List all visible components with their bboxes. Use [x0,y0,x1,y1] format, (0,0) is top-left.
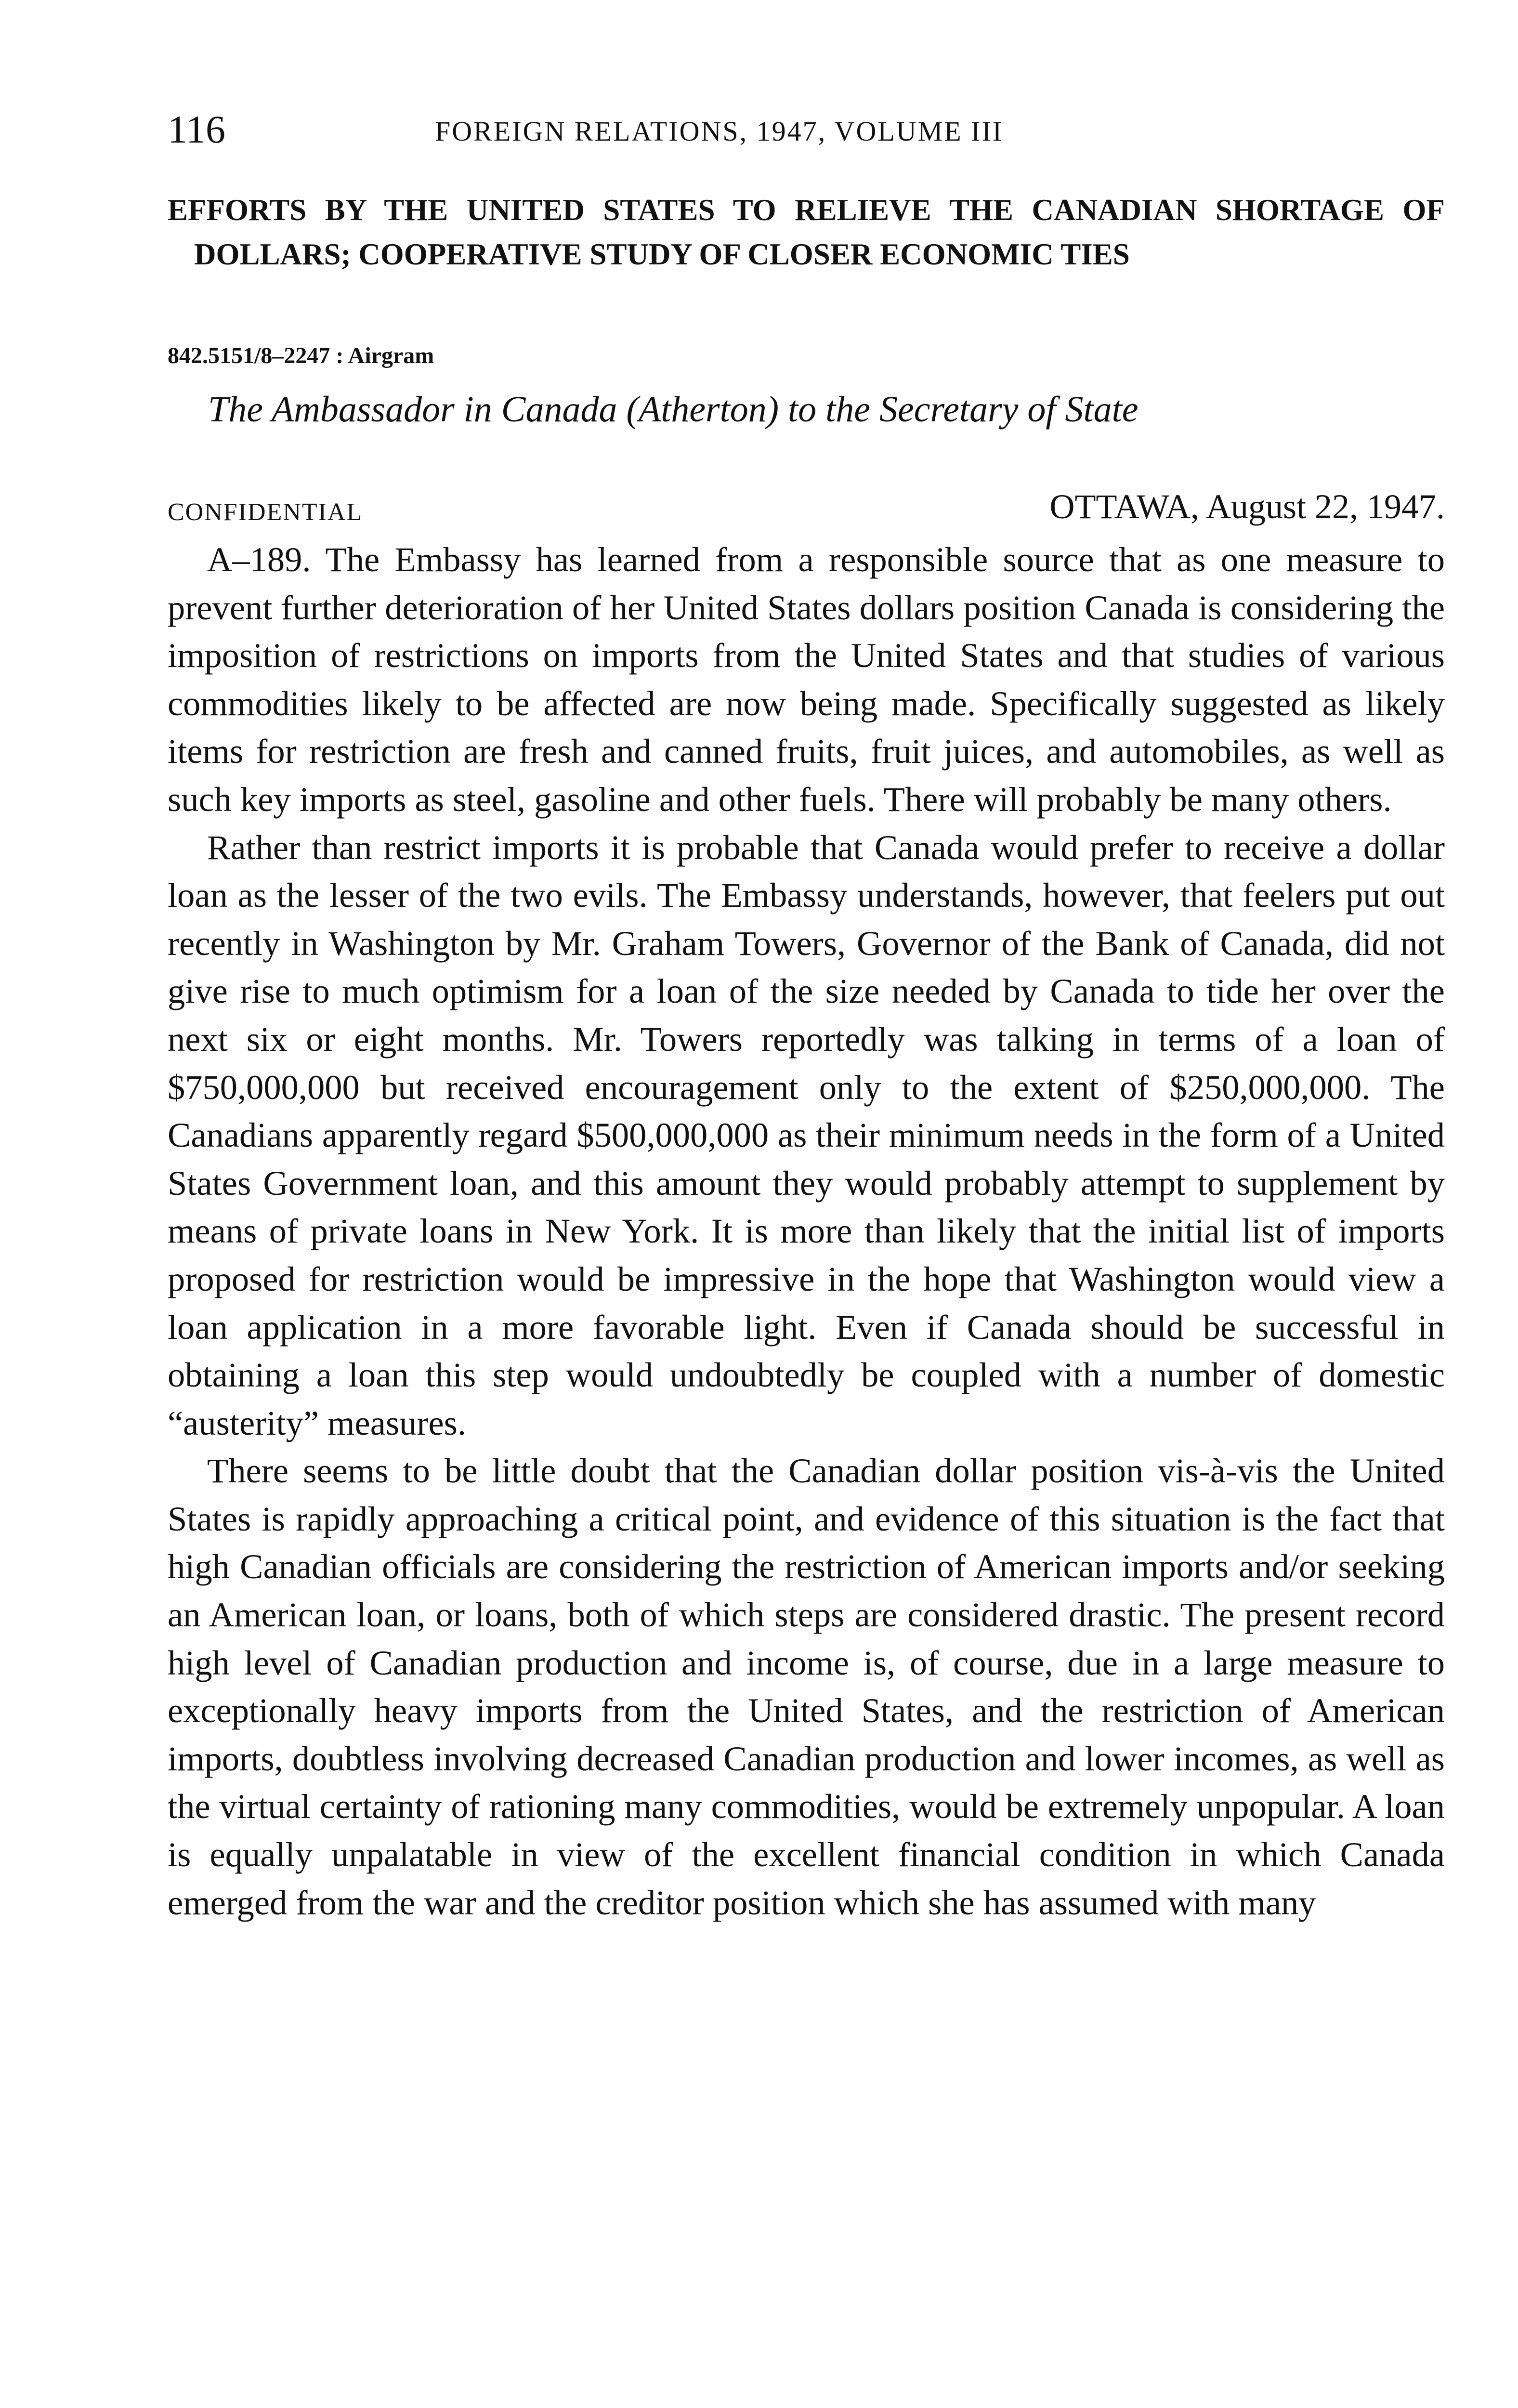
page-header [168,103,1445,156]
body-paragraph-3: There seems to be little doubt that the Canadian dollar position vis-à-vis the United States is rapidly approaching a critical point, and evidence of this situation is the fact that high Canadian officials are considering the restriction of American imports and/or seeking an American loan, or loans, both of which steps are considered drastic. The present record high level of Canadian production and income is, of course, due in a large measure to exceptionally heavy imports from the United States, and the restriction of American imports, doubtless involving decreased Canadian production and lower incomes, as well as the virtual certainty of rationing many commodities, would be extremely unpopular. A loan is equally unpalatable in view of the excellent financial condition in which Canada emerged from the war and the creditor position which she has assumed with many [168,1451,1445,1922]
document-reference: 842.5151/8–2247 : Airgram [168,343,434,368]
body-paragraph-2: Rather than restrict imports it is probable that Canada would prefer to receive a dollar loan as the lesser of the two evils. The Embassy understands, however, that feelers put out recently in Washington by Mr. Graham Towers, Governor of the Bank of Canada, did not give rise to much optimism for a loan of the size needed by Canada to tide her over the next six or eight months. Mr. Towers reportedly was talking in terms of a loan of $750,000,000 but received encouragement only to the extent of $250,000,000. The Canadians apparently regard $500,000,000 as their minimum needs in the form of a United States Government loan, and this amount they would probably attempt to supplement by means of private loans in New York. It is more than likely that the initial list of imports proposed for restriction would be impressive in the hope that Washington would view a loan application in a more favorable light. Even if Canada should be successful in obtaining a loan this step would undoubtedly be coupled with a number of domestic “austerity” measures. [168,827,1445,1442]
body-paragraph-1: A–189. The Embassy has learned from a responsible source that as one measure to prevent further deterioration of her United States dollars position Canada is considering the imposition of restrictions on imports from the United States and that studies of various commodities likely to be affected are now being made. Specifically suggested as likely items for restriction are fresh and canned fruits, fruit juices, and automobiles, as well as such key imports as steel, gasoline and other fuels. There will probably be many others. [168,540,1445,819]
document-body [168,536,1445,1926]
place-date: OTTAWA, August 22, 1947. [1049,487,1445,526]
document-from-to: The Ambassador in Canada (Atherton) to the Secretary of State [208,389,1138,430]
classification-row [168,483,1445,531]
running-head: FOREIGN RELATIONS, 1947, VOLUME III [435,116,1004,147]
section-heading: EFFORTS BY THE UNITED STATES TO RELIEVE THE CANADIAN SHORTAGE OF DOLLARS; COOPERATIVE STUDY OF CLOSER ECONOMIC TIES [168,193,1445,271]
page-number: 116 [168,107,225,151]
classification-label: CONFIDENTIAL [168,498,363,526]
